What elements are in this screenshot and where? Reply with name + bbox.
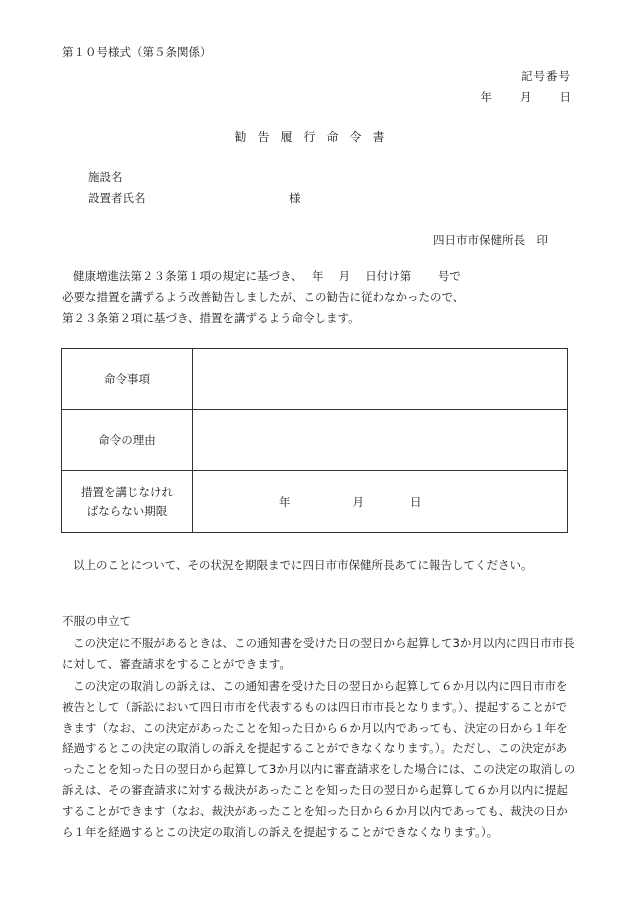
issue-date [481,89,572,105]
table-row [62,349,568,410]
document-title: 勧告履行命令書 [234,130,396,144]
deadline-date [193,494,567,510]
order-items-field[interactable] [193,349,568,410]
facility-label: 施設名 [88,170,123,184]
appeal-heading: 不服の申立て [62,614,131,628]
order-body-line-1: 健康増進法第２３条第１項の規定に基づき、 年 月 日付け第 号で [73,269,461,283]
order-reason-field[interactable] [193,410,568,471]
issuer-signature: 四日市市保健所長 印 [433,233,548,247]
date-month: 月 [520,90,532,104]
order-body-line-3: 第２３条第２項に基づき、措置を講ずるよう命令します。 [62,311,360,325]
order-body [62,266,578,329]
appeal-paragraph-2: この決定の取消しの訴えは、この通知書を受けた日の翌日から起算して６か月以内に四日市市を被告として（訴訟において四日市市を代表するものは四日市市長となります。）、提起することができます（なお、この決定があったことを知った日から６か月以内であっても、決定の日から１年を経過するとこの決定の取消しの訴えを提起することができなくなります。）。ただし、この決定があったことを知った日の翌日から起算して3か月以内に審査請求をした場合には、この決定の取消しの訴えは、その審査請求に対する裁決があったことを知った日の翌日から起算して６か月以内に提起することができます（なお、裁決があったことを知った日から６か月以内であっても、裁決の日から１年を経過するとこの決定の取消しの訴えを提起することができなくなります。）。 [62,679,576,839]
deadline-year: 年 [279,494,291,509]
form-number: 第１０号様式（第５条関係） [62,45,212,59]
deadline-label-line-2: ばならない期限 [86,503,168,518]
report-request: 以上のことについて、その状況を期限までに四日市市保健所長あてに報告してください。 [73,558,533,572]
deadline-field[interactable] [193,471,568,533]
deadline-label-line-1: 措置を講じなけれ [81,484,173,499]
code-number-label: 記号番号 [521,69,571,83]
owner-label: 設置者氏名 [88,191,146,205]
order-reason-label: 命令の理由 [62,410,193,471]
table-row [62,471,568,533]
order-body-line-2: 必要な措置を講ずるよう改善勧告しましたが、この勧告に従わなかったので、 [62,290,465,304]
date-year: 年 [480,90,492,104]
deadline-day: 日 [410,494,422,509]
date-day: 日 [559,90,571,104]
appeal-paragraph-1: この決定に不服があるときは、この通知書を受けた日の翌日から起算して3か月以内に四日市市長に対して、審査請求をすることができます。 [62,636,575,672]
deadline-label [62,471,193,533]
order-table [61,348,568,533]
owner-honorific: 様 [289,191,301,205]
deadline-month: 月 [352,494,364,509]
order-items-label: 命令事項 [62,349,193,410]
table-row [62,410,568,471]
